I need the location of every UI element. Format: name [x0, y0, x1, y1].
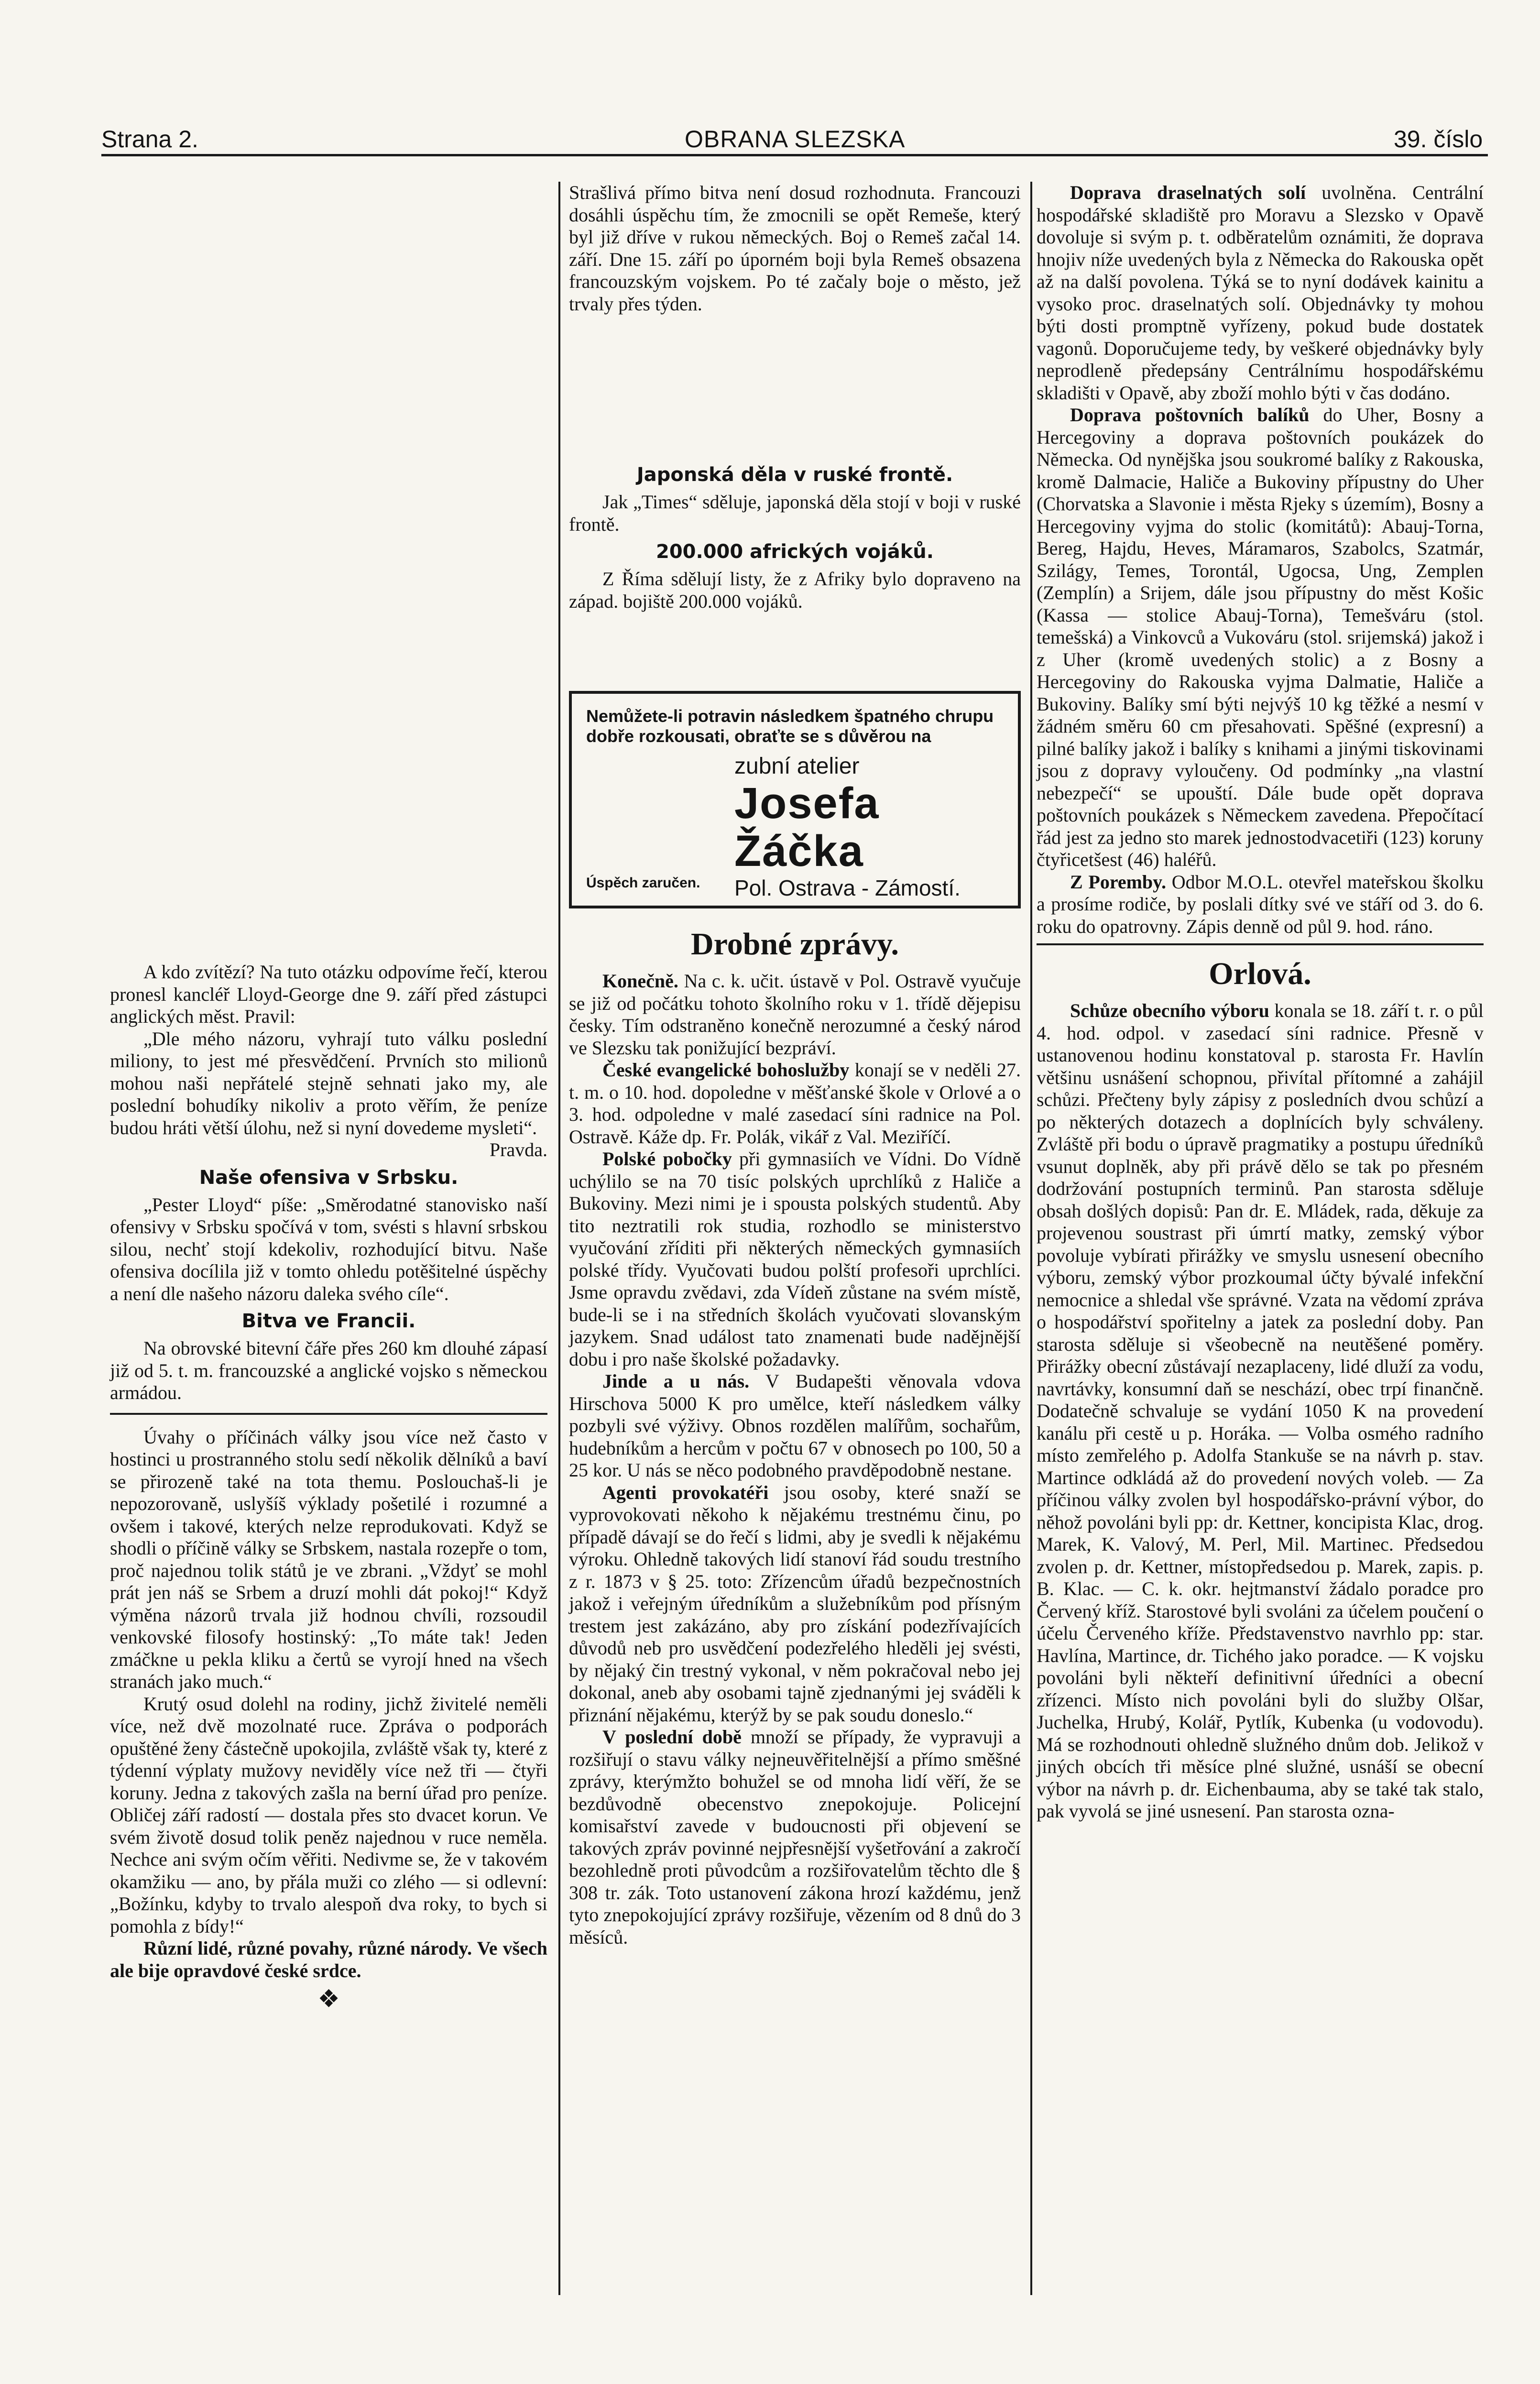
header-rule [101, 154, 1488, 156]
news-polske-pobocky-text: při gymnasiích ve Vídni. Do Vídně uchýlilo se na 70 tisíc polských uprchlíků z Haliče a Bukoviny. Mezi nimi je i spousta polských studentů. Aby tito neztratili rok studia, rozhodlo se ministerstvo vyučování zříditi při některých německých gymnasiích polské třídy. Vyučovati budou polští profesoři uprchlíci. Jsme opravdu zvědavi, zda Vídeň zůstane na svém místě, bude-li se i na středních školách vyučovati slovanským jazykem. Snad událost tato znamenati bude nadějnější dobu i pro naše školské požadavky. [569, 1148, 1021, 1370]
news-postovni-baliky [1037, 404, 1484, 871]
page-number: Strana 2. [101, 126, 198, 153]
column-1 [110, 961, 547, 2011]
news-evangelicke [569, 1059, 1021, 1148]
column-2 [569, 182, 1021, 612]
news-poremby-lead: Z Poremby. [1070, 871, 1166, 893]
ad-name: Josefa Žáčka [734, 779, 880, 875]
column-3 [1037, 182, 1484, 1823]
news-schuze-vyboru [1037, 1000, 1484, 1823]
news-schuze-vyboru-text: konala se 18. září t. r. o půl 4. hod. odpol. v zasedací síni radnice. Přesně v ustanovenou hodinu konstatoval p. starosta Fr. Havlín většinu usnášení schopnou, přivítal přítomné a zahájil schůzi. Přečteny byly zápisy z posledních dvou schůzí a po některých dotazech a doplnících byly schváleny. Zvláště při bodu o úpravě pragmatiky a postupu úředníků vsunut doplněk, aby při právě dělo se tak po přesném dodržování postupních terminů. Pan starosta sděluje obsah došlých dopisů: Pan dr. E. Mládek, rada, děkuje za projevenou soustrast při úmrtí matky, zemský výbor povoluje vybírati přirážky ve smyslu usnesení obecního výboru, zemský výbor prozkoumal účty bývalé infekční nemocnice a shledal vše správné. Vzata na vědomí zpráva o hospodářství spořitelny a jatek za poslední doby. Pan starosta sděluje si všeobecně na neutěšené poměry. Přirážky obecní zůstávají nezaplaceny, lidé dluží za vodu, navrtávky, konsumní daň se neschází, obec trpí finančně. Dodatečně schvaluje se vydání 1050 K na provedení kanálu při cestě u p. Horáka. — Volba osmého radního místo zemřelého p. Adolfa Stankuše se na návrh p. stav. Martince odkládá až do provedení nových voleb. — Za příčinou války zvolen byl hospodářsko-právní výbor, do něhož povoláni byli pp: dr. Kettner, koncipista Klac, drog. Marek, K. Valový, M. Perl, Mil. Martinec. Předsedou zvolen p. dr. Kettner, místopředsedou p. Marek, zapis. p. B. Klac. — C. k. okr. hejtmanství žádalo poradce pro Červený kříž. Starostové byli svoláni za účelem poučení o účelu Červeného kříže. Představenstvo navrhlo pp: star. Havlína, Martince, dr. Tichého jako poradce. — K vojsku povoláni byli někteří definitivní úředníci a obecní zřízenci. Místo nich povoláni byli do služby Olšar, Juchelka, Hrubý, Kolář, Pytlík, Kubenka (u vodovodu). Má se rozhodnouti ohledně služného dnům dob. Jelikož v jiných obcích tři měsíce plné služné, usnáší se obecní výbor na návrh p. dr. Eichenbauma, aby se také tak stalo, pak vyvolá se jiné usnesení. Pan starosta ozna- [1037, 1000, 1484, 1822]
news-konecne-text: Na c. k. učit. ústavě v Pol. Ostravě vyučuje se již od počátku tohoto školního roku v 1. třídě dějepisu česky. Tím odstraněno konečně nerozumné a český národ ve Slezsku tak ponižující bezpráví. [569, 970, 1021, 1059]
issue-number: 39. číslo [1394, 126, 1483, 153]
news-doprava-soli [1037, 182, 1484, 404]
news-agenti-text: jsou osoby, které snaží se vyprovokovati někoho k nějakému trestnému činu, po případě dávají se do řečí s lidmi, aby je svedli k nějakému výroku. Ohledně takových lidí stanoví řád soudu trestního z r. 1873 v § 25. toto: Zřízencům úřadů bezpečnostních jakož i veřejným úředníkům a služebníkům pod přísným trestem jest zakázáno, aby pro získání podezřívajících důvodů neb pro usvědčení podezřelého hleděli jej svésti, by nějaký čin trestný vykonal, v něm pokračoval nebo jej dokonal, aneb aby osobami tajně zjednanými jej sváděli k přiznání nějakému, kterýž by se pak soudu doneslo.“ [569, 1481, 1021, 1726]
section-rule [1037, 943, 1484, 945]
news-evangelicke-lead: České evangelické bohoslužby [602, 1059, 850, 1081]
column-2-lower [569, 916, 1021, 1948]
article-ceske-srdce: Různí lidé, různé povahy, různé národy. Ve všech ale bije opravdové české srdce. [110, 1937, 547, 1981]
news-poremby-text: Odbor M.O.L. otevřel mateřskou školku a prosíme rodiče, by poslali dítky své ve stáří od 3. do 6. roku do opatrovny. Zápis denně od půl 9. hod. ráno. [1037, 871, 1484, 937]
news-doprava-soli-text: uvolněna. Centrální hospodářské skladiště pro Moravu a Slezsko v Opavě dovoluje si svým p. t. odběratelům oznámiti, že doprava hnojiv níže uvedených byla z Německa do Rakouska opět až na další povolena. Týká se to nyní dodávek kainitu a vysoko proc. draselnatých solí. Objednávky ty mohou býti dosti promptně vyřízeny, pokud bude dostatek vagonů. Doporučujeme tedy, by veškeré objednávky byly neprodleně předepsány Centrálnímu hospodářskému skladišti v Opavě, aby zboží mohlo býti v čas dodáno. [1037, 182, 1484, 404]
news-jinde [569, 1370, 1021, 1482]
article-japonska-dela: Jak „Times“ sděluje, japonská děla stojí v boji v ruské frontě. [569, 491, 1021, 535]
ad-atelier: zubní atelier [734, 754, 860, 779]
article-kruty-osud: Krutý osud dolehl na rodiny, jichž živitelé neměli více, než dvě mozolnaté ruce. Zpráva o podporách opuštěné ženy částečně upokojila, zvláště však ty, které z týdenní výplaty mužovy neviděly více než tři — čtyři koruny. Jedna z takových zašla na berní úřad pro peníze. Obličej září radostí — dostala přes sto dvacet korun. Ve svém životě dosud tolik peněz najednou v ruce neměla. Nechce ani svým očím věřiti. Nedivme se, že v takovém okamžiku — ano, by přála muži co zlého — si odlevní: „Božínku, kdyby to trvalo alespoň dva roky, to bych si pomohla z bídy!“ [110, 1693, 547, 1937]
heading-orlova: Orlová. [1209, 956, 1311, 991]
section-rule [110, 1413, 547, 1415]
news-evangelicke-text: konají se v neděli 27. t. m. o 10. hod. dopoledne v měšťanské škole v Orlové a o 3. hod. odpoledne v malé zasedací síni radnice na Pol. Ostravě. Káže dp. Fr. Polák, vikář z Val. Meziříčí. [569, 1059, 1021, 1148]
news-polske-pobocky-lead: Polské pobočky [602, 1148, 732, 1170]
news-poremby [1037, 871, 1484, 938]
newspaper-title: OBRANA SLEZSKA [685, 126, 906, 153]
news-doprava-soli-lead: Doprava draselnatých solí [1070, 182, 1306, 203]
quote-lloyd-george: „Dle mého názoru, vyhrají tuto válku poslední miliony, to jest mé přesvědčení. Prvních sto milionů mohou naši nepřátelé stejně sehnati jako my, ale poslední bohudíky nikoliv a proto věřím, že peníze budou hráti větší úlohu, než si nyní dovedeme mysleti“. [110, 1028, 547, 1138]
news-jinde-lead: Jinde a u nás. [602, 1370, 750, 1392]
article-uvahy-valka: Úvahy o příčinách války jsou více než často v hostinci u prostranného stolu sedí několik dělníků a baví se přirozeně také na tota themu. Poslouchaš-li je nepozorovaně, uslyšíš výklady pošetilé i rozumné a ovšem i takové, kterých nelze reprodukovati. Když se shodli o příčině války se Srbskem, nastala rozepře o tom, proč najednou tolik států je ve zbrani. „Vždyť se mohl prát jen náš se Srbem a druzí mohli dát pokoj!“ Když výměna názorů trvala již hodnou chvíli, rozsoudil venkovské filosofy hostinský: „To máte tak! Jeden zmáčkne u pekla kliku a čertů se vyrojí hned na všech stranách jako much.“ [110, 1426, 547, 1692]
news-posledni-doba-lead: V poslední době [602, 1726, 742, 1748]
news-agenti-lead: Agenti provokatéři [602, 1481, 769, 1503]
news-posledni-doba-text: množí se případy, že vypravuji a rozšiřují o stavu války nejneuvěřitelnější a přímo směšné zprávy, kterýmžto bohužel se od mnoha lidí věří, že se bezdůvodně obecenstvo znepokojuje. Policejní komisařství zavede v budoucnosti při objevení se takových zpráv povinné nejpřesnější vyšetřování a zakročí bezohledně proti původcům a rozšiřovatelům těchto dle § 308 tr. zák. Toto ustanovení zákona hrozí každému, jenž tyto znepokojující zprávy rozšiřuje, vězením od 8 dnů do 3 měsíců. [569, 1726, 1021, 1948]
article-kdo-zvitezi: A kdo zvítězí? Na tuto otázku odpovíme řečí, kterou pronesl kancléř Lloyd-George dne 9. září před zástupci anglických měst. Pravil: [110, 961, 547, 1027]
article-remes-battle: Strašlivá přímo bitva není dosud rozhodnuta. Francouzi dosáhli úspěchu tím, že zmocnili se opět Remeše, který byl již dříve v rukou německých. Boj o Remeš začal 14. září. Dne 15. září po úporném boji byla Remeš obsazena francouzským vojskem. Po té začaly boje o město, jež trvaly přes týden. [569, 182, 1021, 315]
news-konecne-lead: Konečně. [602, 970, 678, 992]
article-ofensiva-srbsko: „Pester Lloyd“ píše: „Směrodatné stanovisko naší ofensivy v Srbsku spočívá v tom, svésti s hlavní srbskou silou, nechť stojí kdekoliv, rozhodující bitvu. Naše ofensiva docílila již v tomto ohledu potěšitelné úspěchy a není dle našeho názoru daleka svého cíle“. [110, 1193, 547, 1304]
news-postovni-baliky-text: do Uher, Bosny a Hercegoviny a doprava poštovních poukázek do Německa. Od nynějška jsou soukromé balíky z Rakouska, kromě Dalmacie, Haliče a Bukoviny přípustny do Uher (Chorvatska a Slavonie i města Rjeky s územím), Bosny a Hercegoviny vyjma do stolic (komitátů): Abauj-Torna, Bereg, Hajdu, Heves, Máramaros, Szabolcs, Szatmár, Szilágy, Temes, Torontál, Ugocsa, Ung, Zemplen (Zemplín) a Srijem, dále jsou přípustny do měst Košic (Kassa — stolice Abauj-Torna), Temešváru (stol. temešská) a Vinkovců a Vukováru (stol. srijemská) jakož i z Uher (kromě uvedených stolic) a z Bosny a Hercegoviny do Rakouska vyjma Dalmatie, Haliče a Bukoviny. Balíky smí býti nejvýš 10 kg těžké a nesmí v žádném směru 60 cm přesahovati. Spěšné (expresní) a pilné balíky jakož i balíky s knihami a jinými tiskovinami jsou z dopravy vyloučeny. Od podmínky „na vlastní nebezpečí“ se upouští. Dále bude opět doprava poštovních poukázek s Německem zavedena. Přepočítací řád jest za jedno sto marek jednostodvacetiři (123) koruny čtyřicetšest (46) haléřů. [1037, 404, 1484, 870]
article-africti-vojaci: Z Říma sdělují listy, že z Afriky bylo dopraveno na západ. bojiště 200.000 vojáků. [569, 568, 1021, 612]
news-postovni-baliky-lead: Doprava poštovních balíků [1070, 404, 1310, 426]
heading-ofensiva-srbsko: Naše ofensiva v Srbsku. [199, 1166, 459, 1189]
heading-japonska-dela: Japonská děla v ruské frontě. [636, 464, 953, 486]
ad-place: Pol. Ostrava - Zámostí. [734, 875, 961, 900]
news-konecne [569, 970, 1021, 1059]
article-bitva-francie: Na obrovské bitevní čáře přes 260 km dlouhé zápasí již od 5. t. m. francouzské a anglické vojsko s německou armádou. [110, 1337, 547, 1403]
column-divider-2 [1030, 182, 1032, 2295]
news-posledni-doba [569, 1726, 1021, 1948]
heading-drobne-zpravy: Drobné zprávy. [690, 927, 899, 962]
dental-advertisement [569, 691, 1021, 908]
ad-intro: Nemůžete-li potravin následkem špatného chrupu dobře rozkousati, obraťte se s důvěrou na [586, 706, 994, 746]
ornament-icon: ❖ [317, 1986, 340, 2013]
news-agenti [569, 1482, 1021, 1727]
heading-africti-vojaci: 200.000 afrických vojáků. [656, 541, 934, 563]
ad-guarantee: Úspěch zaručen. [586, 875, 700, 891]
column-divider-1 [558, 182, 560, 2295]
source-pravda: Pravda. [489, 1139, 547, 1160]
news-schuze-vyboru-lead: Schůze obecního výboru [1070, 1000, 1269, 1021]
heading-bitva-francie: Bitva ve Francii. [241, 1310, 416, 1332]
news-polske-pobocky [569, 1148, 1021, 1370]
news-jinde-text: V Budapešti věnovala vdova Hirschova 5000 K pro umělce, kteří následkem války pozbyli své výživy. Obnos rozdělen malířům, sochařům, hudebníkům a hercům v počtu 67 v obnosech po 100, 50 a 25 kor. U nás se něco podobného pravděpodobně nestane. [569, 1370, 1021, 1481]
